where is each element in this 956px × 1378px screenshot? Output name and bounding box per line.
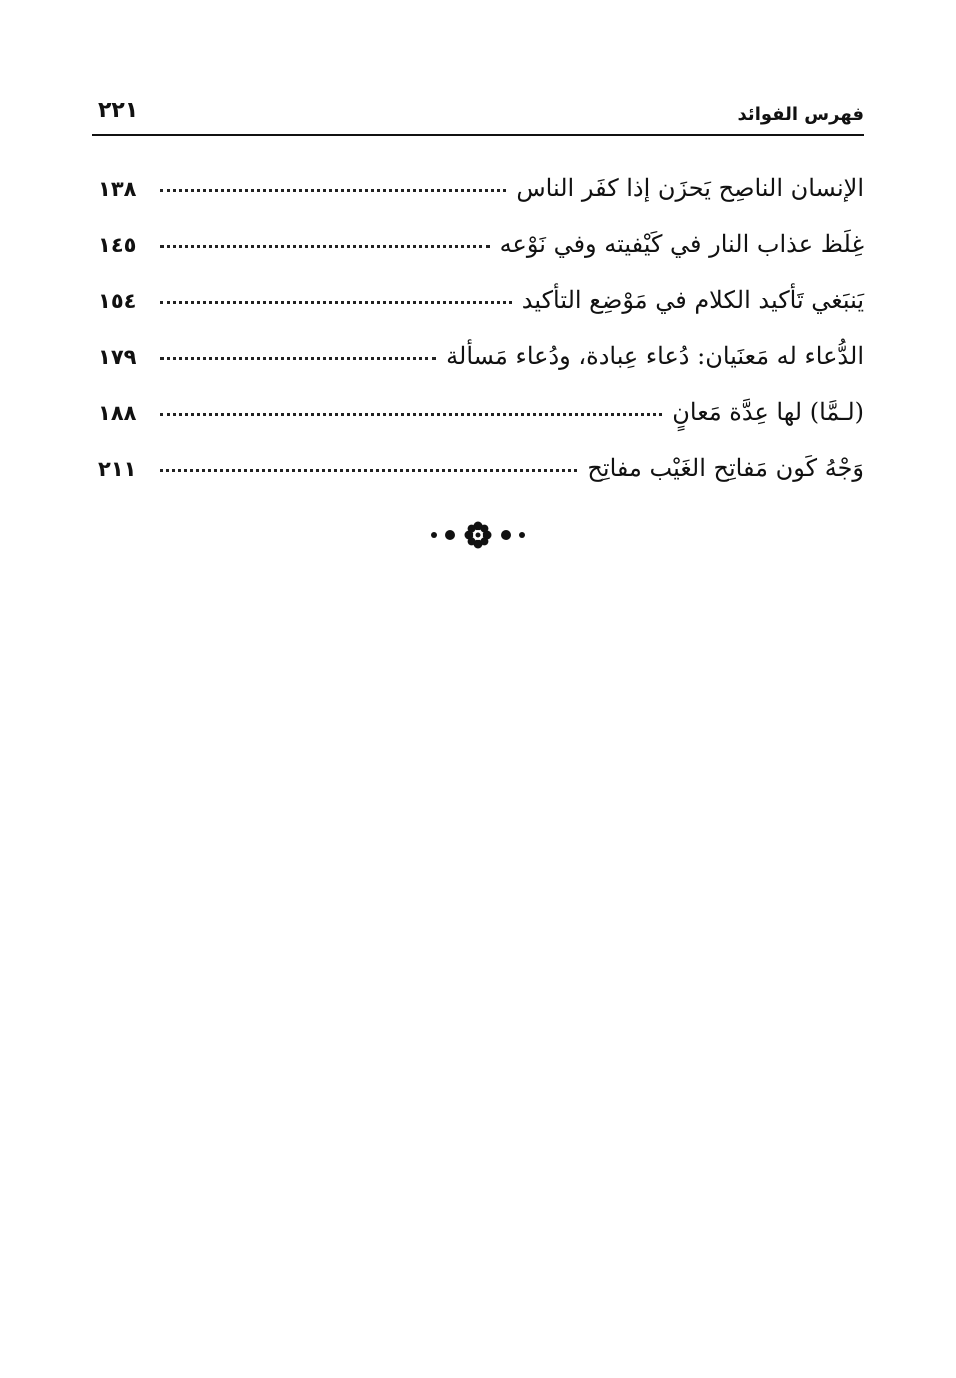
index-entry: [92, 286, 864, 342]
entry-text: غِلَظ عذاب النار في كَيْفيته وفي نَوْعه: [499, 230, 864, 258]
entry-text: (لـمَّا) لها عِدَّة مَعانٍ: [672, 398, 864, 426]
entry-page-number: ١٧٩: [98, 345, 137, 369]
entry-page-number: ١٨٨: [98, 401, 137, 425]
entry-text: وَجْهُ كَون مَفاتِح الغَيْب مفاتِح: [587, 454, 864, 482]
ornament-dot: [445, 530, 455, 540]
entry-page-number: ١٥٤: [98, 289, 137, 313]
page-header: [92, 96, 864, 136]
index-entry: [92, 398, 864, 454]
ornament-dot: [431, 532, 437, 538]
entry-text: الإنسان الناصِح يَحزَن إذا كفَر الناس: [516, 174, 864, 202]
dot-leader: [160, 189, 506, 192]
entry-page-number: ١٤٥: [98, 233, 137, 257]
entry-text: يَنبَغي تَأكيد الكلام في مَوْضِع التأكيد: [521, 286, 864, 314]
dot-leader: [160, 245, 490, 248]
dot-leader: [160, 301, 512, 304]
entry-text: الدُّعاء له مَعنَيان: دُعاء عِبادة، ودُعاء مَسألة: [446, 342, 864, 370]
index-entry: [92, 174, 864, 230]
dot-leader: [160, 413, 662, 416]
page-number: ٢٢١: [98, 98, 139, 123]
ornament-dot: [501, 530, 511, 540]
index-entry: [92, 230, 864, 286]
index-entry: [92, 342, 864, 398]
dot-leader: [160, 469, 577, 472]
index-entry: [92, 454, 864, 510]
index-list: [92, 174, 864, 510]
running-title: فهرس الفوائد: [737, 104, 864, 125]
ornament-dot: [519, 532, 525, 538]
entry-page-number: ١٣٨: [98, 177, 137, 201]
entry-page-number: ٢١١: [98, 457, 137, 481]
dot-leader: [160, 357, 436, 360]
floral-ornament-icon: [463, 520, 493, 550]
section-end-ornament: [0, 520, 956, 550]
header-divider: [92, 134, 864, 136]
